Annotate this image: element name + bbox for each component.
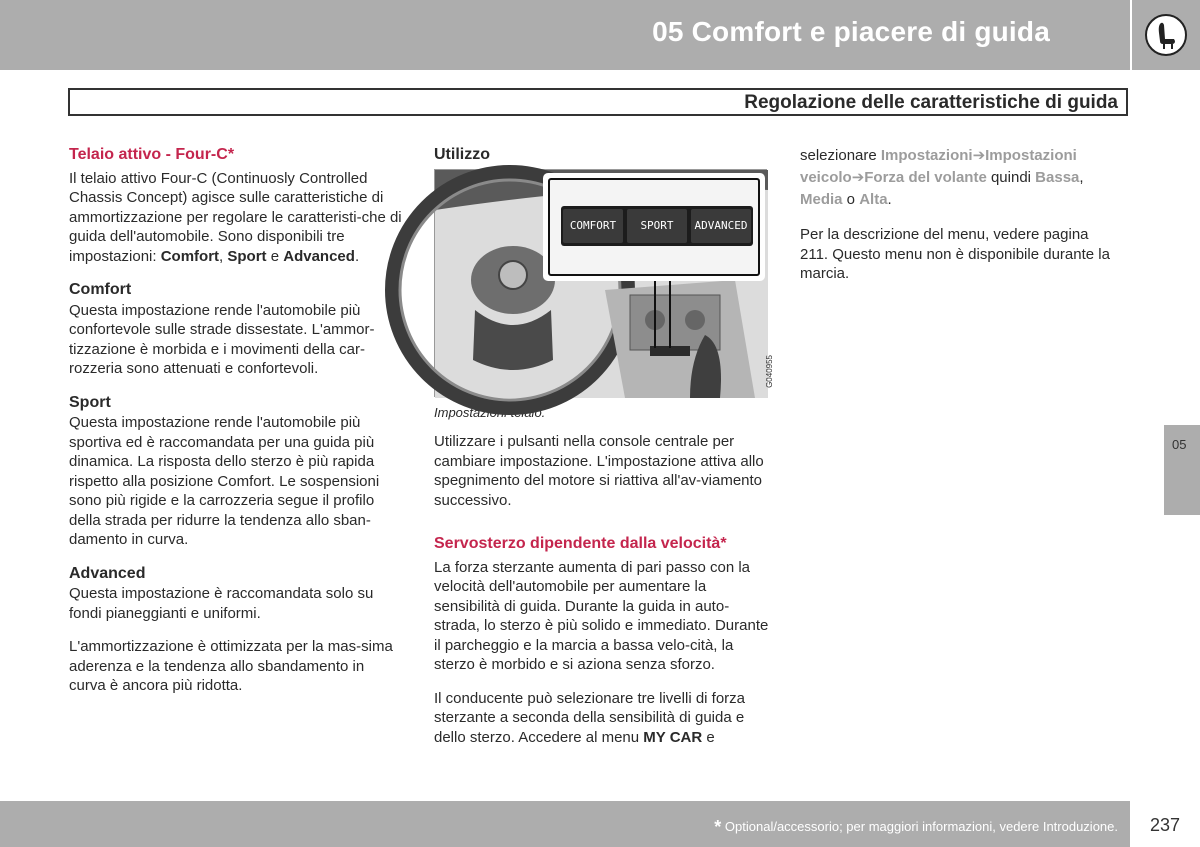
console-button-callout [543, 173, 765, 281]
chapter-title: 05 Comfort e piacere di guida [652, 16, 1050, 47]
sport-mode-button: SPORT [627, 209, 687, 243]
comfort-heading: Comfort [69, 281, 132, 298]
section-header [68, 88, 1128, 116]
column-middle [434, 145, 774, 761]
comfort-text: Questa impostazione rende l'automobile più confortevole sulle strade dissestate. L'ammor-tizzazione è morbida e i movimenti della car-rozzeria sono attenuati e confortevoli. [69, 301, 375, 377]
chapter-side-tab [1164, 425, 1200, 515]
footer-note: * Optional/accessorio; per maggiori informazioni, vedere Introduzione. [714, 817, 1118, 837]
servo-text: La forza sterzante aumenta di pari passo con la velocità dell'automobile per aumentare la sensibilità di guida. Durante la guida in auto-strada, lo sterzo è più solido e immediato. Durante il parcheggio e la marcia a bassa velo-cità, la sterzo è morbido e si aziona senza sforzo. [434, 558, 769, 673]
four-c-heading: Telaio attivo - Four-C* [69, 146, 235, 163]
column-left [69, 145, 404, 710]
usage-text: Utilizzare i pulsanti nella console centrale per cambiare impostazione. L'impostazione attiva allo spegnimento del motore si riattiva all'av-viamento successivo. [434, 433, 764, 509]
usage-heading: Utilizzo [434, 146, 490, 163]
column-right [800, 145, 1120, 298]
chapter-tab-label: 05 [1172, 437, 1187, 452]
chassis-button-panel [561, 206, 753, 246]
four-c-intro: Il telaio attivo Four-C (Continuosly Controlled Chassis Concept) agisce sulle caratteristiche di ammortizzazione per regolare le caratteristi-che di guida dell'automobile. Sono disponibili tre impostazioni: Comfort, Sport e Advanced. [69, 169, 402, 265]
chapter-header-band [0, 0, 1130, 70]
driver-selection-text: Il conducente può selezionare tre livelli di forza sterzante a seconda della sensibilità di guida e dello sterzo. Accedere al menu MY CAR e [434, 689, 746, 746]
chassis-settings-figure [434, 169, 774, 397]
advanced-mode-button: ADVANCED [691, 209, 751, 243]
section-title: Regolazione delle caratteristiche di guida [744, 92, 1118, 113]
menu-path-text: selezionare Impostazioni➔Impostazioni veicolo➔Forza del volante quindi Bassa, Media o Alta. [800, 147, 1084, 208]
arrow-icon: ➔ [851, 169, 865, 186]
figure-caption: Impostazioni telaio. [434, 404, 546, 420]
advanced-text: Questa impostazione è raccomandata solo su fondi pianeggianti e uniformi. [69, 585, 374, 622]
advanced-closing-text: L'ammortizzazione è ottimizzata per la mas-sima aderenza e la tendenza allo sbandamento in curva è ancora più ridotta. [69, 638, 393, 694]
seat-icon [1144, 13, 1188, 57]
arrow-icon: ➔ [972, 147, 986, 164]
servo-heading: Servosterzo dipendente dalla velocità* [434, 535, 727, 552]
menu-description: Per la descrizione del menu, vedere pagina 211. Questo menu non è disponibile durante la marcia. [800, 226, 1110, 282]
footer-band [0, 801, 1130, 847]
comfort-mode-button: COMFORT [563, 209, 623, 243]
chapter-icon-box [1132, 0, 1200, 70]
advanced-heading: Advanced [69, 564, 146, 582]
sport-heading: Sport [69, 393, 111, 411]
page-number: 237 [1150, 815, 1181, 835]
figure-code: G040955 [765, 354, 774, 388]
sport-text: Questa impostazione rende l'automobile più sportiva ed è raccomandata per una guida più dinamica. La risposta dello sterzo è più rapida rispetto alla posizione Comfort. Le sospensioni sono più rigide e la carrozzeria segue il profilo della strada per ridurre la tendenza allo sban-damento in curva. [69, 414, 380, 548]
